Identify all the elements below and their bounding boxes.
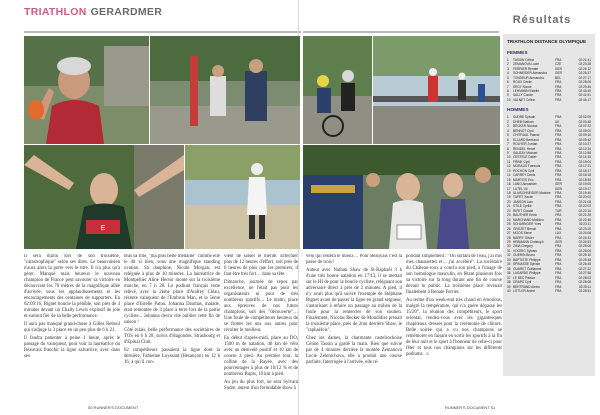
result-time: 02:23:11 <box>578 222 591 227</box>
result-time: 02:25:06 <box>578 248 591 253</box>
result-time: 02:18:17 <box>578 168 591 173</box>
men-results-list <box>507 115 591 293</box>
result-time: 02:19:05 <box>578 182 591 187</box>
result-time: 02:28:11 <box>578 284 591 289</box>
results-event-title: TRIATHLON DISTANCE OLYMPIQUE <box>507 39 587 44</box>
result-rank: 9 <box>507 93 509 98</box>
result-country: FRA <box>555 150 562 155</box>
result-rank: 17 <box>507 186 511 191</box>
result-time: 02:26:45 <box>578 262 591 267</box>
result-country: FRA <box>555 222 562 227</box>
result-time: 02:24:31 <box>578 235 591 240</box>
result-time: 02:22:28 <box>578 213 591 218</box>
result-time: 02:17:21 <box>578 164 591 169</box>
result-time: 02:18:18 <box>578 173 591 178</box>
result-name: SCHARNGER Yves <box>513 222 542 227</box>
result-country: FRA <box>555 84 562 89</box>
result-rank: 21 <box>507 204 511 209</box>
result-rank: 2 <box>507 62 509 67</box>
result-rank: 1 <box>507 115 509 120</box>
result-country: CZE <box>555 62 562 67</box>
svg-text:E: E <box>100 225 106 232</box>
result-time: 02:09:42 <box>578 137 591 142</box>
result-time: 02:09:16 <box>578 133 591 138</box>
result-name: FERRIER Renate <box>513 66 539 71</box>
result-time: 02:25:06 <box>578 244 591 249</box>
result-name: CRAPS Cyril <box>513 280 532 285</box>
result-name: LUTEL Uli <box>513 186 528 191</box>
result-rank: 5 <box>507 133 509 138</box>
article-paragraph: Auteur avec Nathan Shaw de St-Raphaël 3 h d'une très bonne natation en 17'43, il se mettait sur le HI de pour la boucle cycliste, reléguant son adversaire direct à près de 2 minutes. A pied, il n'y avait plus qu'à suivre l'exemple de Stéphane Bignet avant de passer la ligne en grand seigneur, s'autorisant à refaire un passage au milieu de la foule pour la remercier de son soutien. Finalement, Nicolas Becker de Mondidier prenait la troisième place, près de 2mn derrière Shaw, le "raphaëlois". <box>306 268 402 333</box>
results-heading: Résultats <box>512 14 572 26</box>
result-row <box>507 98 591 102</box>
result-time: 02:07:32 <box>578 124 591 129</box>
article-paragraph: Dimanche, journée de repos par excellence, ne l'était pas pour les organisateurs ni pour de très nombreux sportifs… Le matin, place aux épreuves de nos futurs champions, soit des "découverte"… Une foule de compétiteurs heureux de se frotter les uns aux autres pour récolter le meilleur. <box>224 280 298 333</box>
result-country: FRA <box>555 235 562 240</box>
result-country: FRA <box>555 177 562 182</box>
result-rank: 16 <box>507 182 511 187</box>
result-country: FRA <box>555 155 562 160</box>
article-paragraph: vélo qui restera le mieux… Pour Beauvais c'est la passe de trois ! <box>306 254 402 265</box>
result-name: TASSIN Céline <box>513 57 535 62</box>
result-country: TUR <box>555 208 562 213</box>
article-paragraph: vient de saluer le mérite. Effectuer plus de 12 heures d'effort, soit près de 6 heures de plus que les premiers, il faut être très fort… dans sa tête. <box>224 254 298 277</box>
result-time: 02:03:48 <box>578 119 591 124</box>
article-column-2 <box>124 254 220 404</box>
result-name: VALNET Céline <box>513 97 536 102</box>
result-time: 02:29:46 <box>578 84 591 89</box>
result-rank: 33 <box>507 257 511 262</box>
result-time: 02:27:58 <box>578 271 591 276</box>
photo-transition-runner <box>150 36 300 144</box>
result-name: CHITRAUL Pascal <box>513 133 540 138</box>
photo-cyclist-cheering <box>24 36 149 144</box>
section-header <box>24 6 300 28</box>
result-country: FRA <box>555 271 562 276</box>
result-row <box>507 289 591 293</box>
article-paragraph: Au jeu du plus fort, ne sera Sylvain Sudre, auteur d'un formidable show à <box>224 380 298 391</box>
result-name: ULMSCHNEIDER Maxime <box>513 191 551 196</box>
result-name: MORAUX Francois <box>513 164 541 169</box>
result-time: 02:44:17 <box>578 97 591 102</box>
result-time: 02:28:03 <box>578 275 591 280</box>
men-heading: HOMMES <box>507 108 529 114</box>
result-rank: 39 <box>507 284 511 289</box>
result-country: FRA <box>555 248 562 253</box>
result-time: 02:18:55 <box>578 177 591 182</box>
result-rank: 24 <box>507 217 511 222</box>
result-time: 02:10:27 <box>578 142 591 147</box>
result-country: FRA <box>555 57 562 62</box>
result-time: 02:28:51 <box>578 289 591 293</box>
result-rank: 30 <box>507 244 511 249</box>
result-country: FRA <box>555 195 562 200</box>
result-rank: 20 <box>507 199 511 204</box>
result-country: FRA <box>555 128 562 133</box>
result-country: FRA <box>555 124 562 129</box>
result-country: FRA <box>555 226 562 231</box>
article-paragraph: pondait simplement : "On sortant de l'eau, j'ai mis mes chaussettes et… j'ai accéléré". La sociétaire du Château-roux a conclu son pied, à l'image de son homologue masculin, en fêtant plusieurs fois sa victoire sur la tong durant une fin de course devant le public. La troisième place revenait finalement à Renate Ferrier. <box>406 254 502 295</box>
result-name: STILE Cyrille <box>513 204 532 209</box>
result-country: FRA <box>555 146 562 151</box>
result-rank: 29 <box>507 240 511 245</box>
result-country: FRA <box>555 262 562 267</box>
result-name: BENNOT Cyril <box>513 128 534 133</box>
result-name: SAUZAY Michael <box>513 150 538 155</box>
result-time: 02:15:04 <box>578 159 591 164</box>
result-rank: 27 <box>507 231 511 236</box>
result-rank: 12 <box>507 164 511 169</box>
result-name: LANG Alexander <box>513 182 537 187</box>
result-country: FRA <box>555 173 562 178</box>
photo-runner-lakeside <box>185 145 300 249</box>
result-name: BAUTHER Kevin <box>513 213 538 218</box>
result-time: 02:27:22 <box>578 266 591 271</box>
result-country: GER <box>555 182 562 187</box>
result-rank: 7 <box>507 142 509 147</box>
result-country: FRA <box>555 133 562 138</box>
result-name: BERTRAND Alexis <box>513 284 540 289</box>
result-rank: 8 <box>507 146 509 151</box>
section-kicker: TRIATHLON <box>24 6 87 18</box>
result-country: GER <box>555 240 562 245</box>
result-name: DHEM Nathan <box>513 119 534 124</box>
result-name: RENDEL Hervé <box>513 146 536 151</box>
result-name: ROUX Cécile <box>513 80 532 85</box>
result-country: FRA <box>555 213 562 218</box>
result-name: MARTEIS Eric <box>513 177 534 182</box>
result-rank: 25 <box>507 222 511 227</box>
result-rank: 26 <box>507 226 511 231</box>
result-rank: 10 <box>507 97 511 102</box>
result-name: ZEMANOVA Lucie <box>513 62 539 67</box>
result-rank: 1 <box>507 57 509 62</box>
result-name: SEGY Nicole <box>513 84 532 89</box>
result-rank: 4 <box>507 71 509 76</box>
result-rank: 6 <box>507 80 509 85</box>
result-country: FRA <box>555 204 562 209</box>
result-rank: 19 <box>507 195 511 200</box>
article-column-4 <box>306 254 402 404</box>
result-rank: 11 <box>507 159 511 164</box>
article-paragraph: En début d'après-midi, place au DO, 1500 m de natation, 40 km de vélo avec un dénivelé positif et 10 km de course à pied. Au premier tour, la colline de la Rayée, avec des pourcentages à plus de 10/12 % et de nombreux Rupts, 10 km à pied. <box>224 336 298 377</box>
result-name: GUERIN Bruno <box>513 253 535 258</box>
result-time: 02:24:08 <box>578 231 591 236</box>
result-time: 02:41:51 <box>578 93 591 98</box>
article-paragraph: Chez les dames, la charmante castelrochoise Céline Tassin a gardé la main. Bien que suivie par de 4 minutes derrière la montée Zemanova Lucie Zelenichova, elle a produit une course parfaite. Interrogée à l'arrivée, elle ré- <box>306 336 402 365</box>
header-rule-left <box>24 31 301 33</box>
result-time: 02:43:45 <box>578 88 591 93</box>
result-name: ZIMA Gregory <box>513 244 533 249</box>
photo-woman-finish-arms <box>24 145 184 249</box>
result-name: MARCHAND Mathieu <box>513 217 544 222</box>
result-time: 02:22:03 <box>578 204 591 209</box>
result-name: BARRY Olivier <box>513 235 534 240</box>
result-country: FRA <box>555 284 562 289</box>
article-paragraph: bras sa fille, "ma plus belle médaille" comme elle le dit si bien, sous une magnifique standing ovation. Sa dauphine, Nicole Morgan, est reléguée à plus de 10 minutes. La lauréatrice de Montpellier Aline Hector monte sur la troisième marche, en 7 h 28. Le podium français reste relevé, avec la 2ème place d'Audrey Cléau, récente vainqueur de l'Embrun Man, et la 5ème place d'Estelle Patou. Johanna Daumas, malade, était remontée de 3 place à terre lors de la partie cycliste... Johanna devra vite oublier cette fin de saison ! <box>124 254 220 325</box>
result-country: GER <box>555 186 562 191</box>
result-rank: 37 <box>507 275 511 280</box>
result-name: SUDRE Sylvain <box>513 115 536 120</box>
result-name: HEBMANN Christoph <box>513 240 544 245</box>
result-name: BAPTISTE Philippe <box>513 257 541 262</box>
article-paragraph: Au terme d'un week-end très chaud en émotions, malgré la température, qui n'a guère dépassé les 15/20°, la réunion des compétiteurs, le sport oriental, rendez-vous avec les gigantesques chapiteaux dressés pour la cérémonie de clôture. Belle soirée qui a vu nos champions se remémorer en faisant en sortir les sportifs à la fin de leur nuit et le sport à l'honneur de celle-ci pour fêter et tous nos champions sur les différents podiums. ☺ <box>406 298 502 357</box>
result-name: MOOS Steve <box>513 231 532 236</box>
result-rank: 15 <box>507 177 511 182</box>
photo-crowd-finish-line <box>303 145 500 249</box>
result-time: 02:28:08 <box>578 280 591 285</box>
result-country: FRA <box>555 191 562 196</box>
result-rank: 34 <box>507 262 511 267</box>
result-name: ROUYER Jordan <box>513 142 538 147</box>
article-paragraph: Il faudra patienter à peine 1 heure, après le passage du vainqueur, pour voir la lauréatrice du Beauvais franchir la ligne salvatrice, avec dans ses <box>24 336 120 359</box>
article-paragraph: Il sera marin lors de son troisième, "catastrophique" selon ses dires. Le beauvaisien n'aura alors la porte vers le titre. Il n'a plus qu'à gérer. Manqué mais heureux le nouveau champion de France peut savourer sa victoire en découvrant les 70 mètres de la magnifique allée d'arrivée, sous les applaudissements et les encouragements des centaines de supporters. En 02:09:16, Bignet boucle la pénible, soit près de 4 minutes devant un Chally Lewis explosif de joie et surtout fier de sa belle performance. <box>24 254 120 319</box>
result-country: UK <box>555 119 560 124</box>
result-name: FRINK Cyril <box>513 159 530 164</box>
photo-cyclists-crowd <box>303 36 372 144</box>
result-time: 02:23:28 <box>578 62 591 67</box>
result-country: FRA <box>555 257 562 262</box>
result-name: LITTLER André <box>513 289 535 293</box>
result-country: FRA <box>555 199 562 204</box>
result-rank: 18 <box>507 191 511 196</box>
article-column-1 <box>24 254 120 404</box>
result-name: VOGRIG Sylvain <box>513 248 537 253</box>
result-name: TONDEUR Alexandra <box>513 75 544 80</box>
result-name: LEHMANN Estelle <box>513 88 540 93</box>
result-time: 02:25:16 <box>578 253 591 258</box>
result-name: GROZET Benoit <box>513 226 537 231</box>
result-time: 02:19:17 <box>578 186 591 191</box>
result-rank: 38 <box>507 280 511 285</box>
result-rank: 3 <box>507 66 509 71</box>
result-country: FRA <box>555 253 562 258</box>
result-country: FRA <box>555 266 562 271</box>
result-time: 02:24:53 <box>578 240 591 245</box>
result-country: FRA <box>555 97 562 102</box>
result-country: FRA <box>555 168 562 173</box>
result-country: FRA <box>555 289 562 293</box>
result-name: SCHNEIDER Alexandra <box>513 71 547 76</box>
result-name: BECKER Nicolas <box>513 124 538 129</box>
result-country: LUX <box>555 231 562 236</box>
article-paragraph: Côté relais, belle performance des sociétaires de TOS en 6 h 28, suivis d'Hagondes, Strasbourg et d'Epinal Club. <box>124 328 220 345</box>
women-results-list <box>507 58 591 103</box>
result-rank: 3 <box>507 124 509 129</box>
result-time: 02:26:12 <box>578 66 591 71</box>
results-panel <box>503 34 595 376</box>
result-country: FRA <box>555 244 562 249</box>
result-time: 02:21:41 <box>578 57 591 62</box>
result-time: 02:14:18 <box>578 155 591 160</box>
header-rule-right <box>303 31 499 33</box>
article-paragraph: 62 compétiteurs passaient la ligne dont la dernière, Fabienne Luyssant (Besançon) en 12 h 16, à qui il con- <box>124 348 220 365</box>
result-name: SPINASSE Sylvain <box>513 262 541 267</box>
result-rank: 4 <box>507 128 509 133</box>
result-rank: 7 <box>507 84 509 89</box>
result-rank: 10 <box>507 155 511 160</box>
result-time: 02:09:00 <box>578 128 591 133</box>
result-time: 02:12:58 <box>578 150 591 155</box>
result-country: GER <box>555 66 562 71</box>
article-paragraph: Il aura pas manqué grand-chose à Gilles Reboul qui s'adjuge la 3 place en un peu plus de 6 h 21. <box>24 322 120 333</box>
result-name: LAGARDE Philippe <box>513 271 541 276</box>
result-name: LE BEC Patrice <box>513 275 536 280</box>
result-rank: 8 <box>507 88 509 93</box>
result-time: 02:21:08 <box>578 199 591 204</box>
result-name: POCHON Cyril <box>513 168 535 173</box>
result-rank: 13 <box>507 168 511 173</box>
result-time: 02:22:45 <box>578 217 591 222</box>
result-rank: 6 <box>507 137 509 142</box>
result-time: 02:12:34 <box>578 146 591 151</box>
result-name: GUARET Guillaume <box>513 266 542 271</box>
result-rank: 23 <box>507 213 511 218</box>
result-country: FRA <box>555 217 562 222</box>
result-time: 02:25:48 <box>578 257 591 262</box>
result-country: FRA <box>555 115 562 120</box>
result-time: 02:27:17 <box>578 75 591 80</box>
result-country: FRA <box>555 275 562 280</box>
result-country: FRA <box>555 88 562 93</box>
result-country: FRA <box>555 137 562 142</box>
women-heading: FEMMES <box>507 50 528 56</box>
result-name: CARREY Denis <box>513 173 536 178</box>
folio-right: RUNNER'S DOCUMENT 51 <box>445 405 496 410</box>
result-name: TUPET Xavier <box>513 195 534 200</box>
result-rank: 5 <box>507 75 509 80</box>
result-rank: 32 <box>507 253 511 258</box>
result-rank: 9 <box>507 150 509 155</box>
result-country: FRA <box>555 159 562 164</box>
article-column-5 <box>406 254 502 404</box>
result-name: CESTELE Didier <box>513 155 537 160</box>
result-time: 02:26:37 <box>578 71 591 76</box>
article-column-3 <box>224 254 298 404</box>
result-name: JANSON Lian <box>513 199 533 204</box>
result-country: BEL <box>555 75 562 80</box>
result-country: FRA <box>555 280 562 285</box>
result-rank: 35 <box>507 266 511 271</box>
result-time: 02:02:09 <box>578 115 591 120</box>
result-rank: 36 <box>507 271 511 276</box>
result-time: 02:23:29 <box>578 226 591 231</box>
result-name: RIFET Claude <box>513 208 534 213</box>
result-time: 02:22:16 <box>578 208 591 213</box>
photo-bridge-cyclists <box>373 36 500 144</box>
result-time: 02:19:49 <box>578 191 591 196</box>
result-time: 02:28:05 <box>578 80 591 85</box>
result-time: 02:20:02 <box>578 195 591 200</box>
folio-left: 50 RUNNER'S DOCUMENT <box>88 405 139 410</box>
result-rank: 22 <box>507 208 511 213</box>
result-rank: 40 <box>507 289 511 293</box>
result-rank: 14 <box>507 173 511 178</box>
result-country: FRA <box>555 142 562 147</box>
result-rank: 31 <box>507 248 511 253</box>
result-country: FRA <box>555 80 562 85</box>
result-rank: 28 <box>507 235 511 240</box>
result-rank: 2 <box>507 119 509 124</box>
result-country: FRA <box>555 164 562 169</box>
result-name: SALLY Carole <box>513 93 533 98</box>
result-country: GER <box>555 71 562 76</box>
result-name: ELLARD Bertrand <box>513 137 539 142</box>
result-country: FRA <box>555 93 562 98</box>
section-name: GERARDMER <box>90 6 163 18</box>
